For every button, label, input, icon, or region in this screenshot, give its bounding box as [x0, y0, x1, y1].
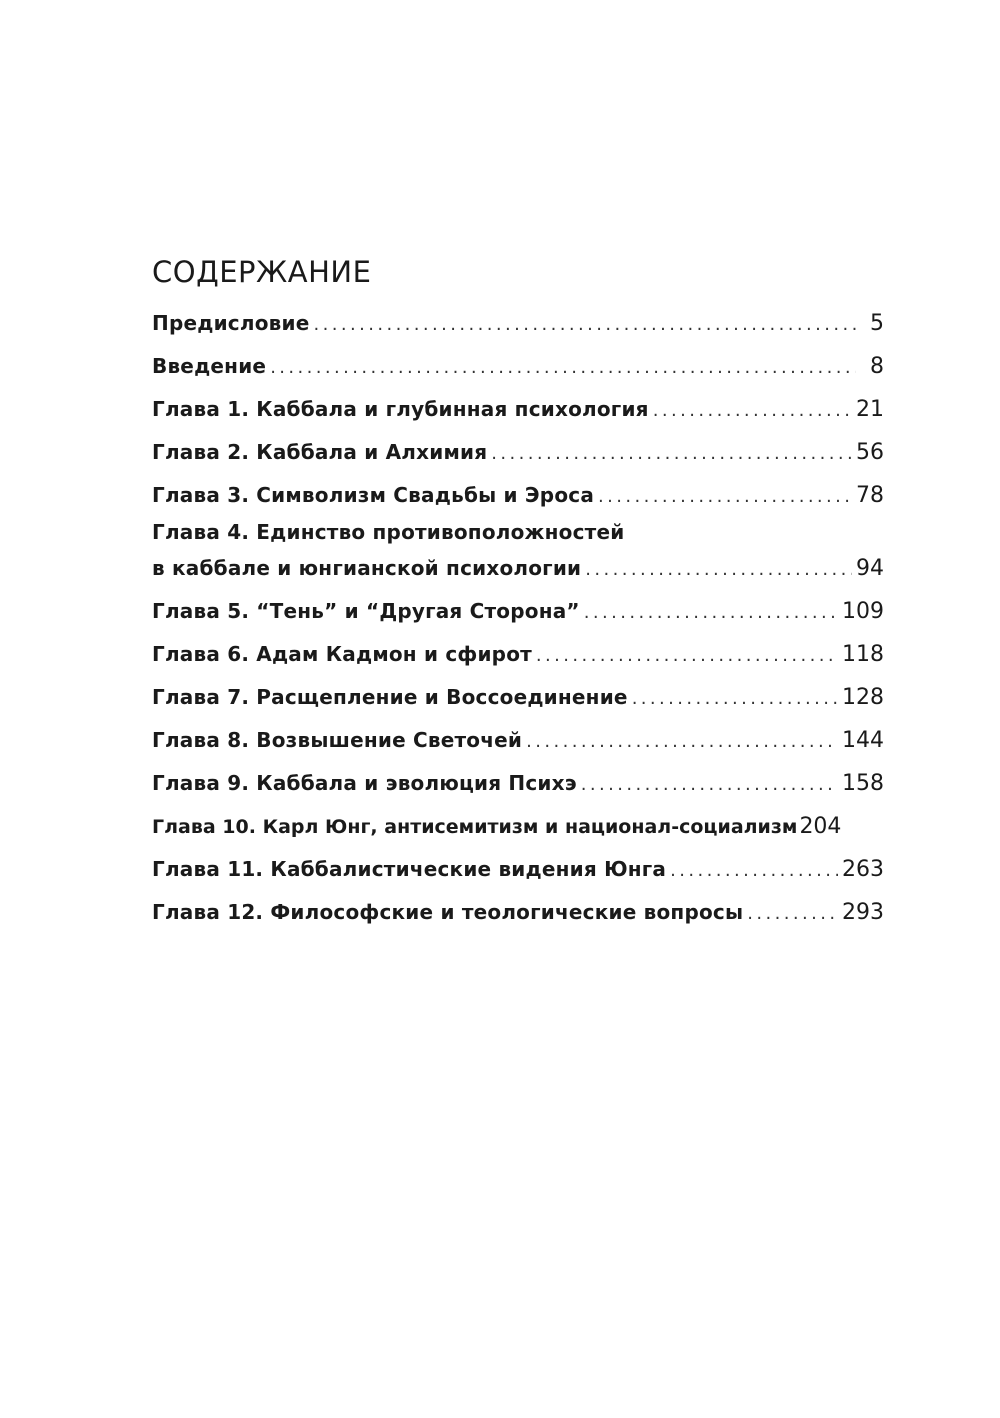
toc-entry-page: 144: [842, 728, 884, 753]
toc-entry-title: Глава 1. Каббала и глубинная психология: [152, 397, 649, 421]
toc-entry-page: 158: [842, 771, 884, 796]
toc-entry-page: 293: [842, 900, 884, 925]
dot-leader: [536, 634, 838, 677]
toc-entry-title: Глава 11. Каббалистические видения Юнга: [152, 857, 667, 881]
toc-entry-chapter-9[interactable]: [152, 762, 884, 805]
toc-entry-title: Введение: [152, 354, 267, 378]
dot-leader: [747, 892, 838, 935]
toc-entry-page: 128: [842, 685, 884, 710]
toc-entry-page: 94: [856, 556, 884, 581]
toc-entry-chapter-12[interactable]: [152, 891, 884, 934]
dot-leader: [270, 346, 856, 389]
toc-entry-title: Глава 2. Каббала и Алхимия: [152, 440, 488, 464]
toc-entry-title: Предисловие: [152, 311, 310, 335]
toc-entry-page: 263: [842, 857, 884, 882]
toc-entry-title: Глава 9. Каббала и эволюция Психэ: [152, 771, 577, 795]
toc-entry-title: Глава 5. “Тень” и “Другая Сторона”: [152, 599, 580, 623]
toc-entry-page: 21: [856, 397, 884, 422]
toc-entry-chapter-5[interactable]: [152, 590, 884, 633]
toc-entry-title: Глава 8. Возвышение Светочей: [152, 728, 523, 752]
dot-leader: [670, 849, 838, 892]
toc-entry-title: Глава 6. Адам Кадмон и сфирот: [152, 642, 532, 666]
toc-entry-title: Глава 7. Расщепление и Воссоединение: [152, 685, 628, 709]
dot-leader: [585, 548, 852, 591]
dot-leader: [526, 720, 838, 763]
toc-entry-title-line1: Глава 4. Единство противоположностей: [152, 520, 625, 544]
toc-entry-page: 118: [842, 642, 884, 667]
toc-entry-page: 109: [842, 599, 884, 624]
toc-entry-title-line2: в каббале и юнгианской психологии: [152, 556, 582, 580]
dot-leader: [581, 763, 838, 806]
toc-title: СОДЕРЖАНИЕ: [152, 255, 372, 289]
toc-entry-chapter-11[interactable]: [152, 848, 884, 891]
toc-entry-page: 8: [870, 354, 884, 379]
toc-entry-chapter-7[interactable]: [152, 676, 884, 719]
dot-leader: [632, 677, 838, 720]
toc-entry-page: 56: [856, 440, 884, 465]
toc-entry-chapter-2[interactable]: [152, 431, 884, 474]
toc-entry-title: Глава 12. Философские и теологические вопросы: [152, 900, 744, 924]
toc-list: [152, 302, 884, 934]
dot-leader: [598, 475, 852, 518]
toc-entry-title: Глава 3. Символизм Свадьбы и Эроса: [152, 483, 595, 507]
dot-leader: [653, 389, 852, 432]
dot-leader: [313, 303, 856, 346]
toc-entry-page: 5: [870, 311, 884, 336]
toc-entry-chapter-1[interactable]: [152, 388, 884, 431]
table-of-contents: [152, 252, 884, 934]
toc-entry-page: 78: [856, 483, 884, 508]
toc-entry-introduction[interactable]: [152, 345, 884, 388]
toc-entry-page: 204: [799, 814, 842, 839]
toc-entry-title: Глава 10. Карл Юнг, антисемитизм и национал-социализм: [152, 816, 798, 838]
toc-entry-chapter-6[interactable]: [152, 633, 884, 676]
dot-leader: [491, 432, 852, 475]
dot-leader: [584, 591, 838, 634]
toc-entry-chapter-3[interactable]: [152, 474, 884, 517]
toc-entry-chapter-10[interactable]: [152, 805, 884, 848]
toc-entry-preface[interactable]: [152, 302, 884, 345]
toc-entry-chapter-8[interactable]: [152, 719, 884, 762]
toc-entry-chapter-4[interactable]: [152, 517, 884, 590]
